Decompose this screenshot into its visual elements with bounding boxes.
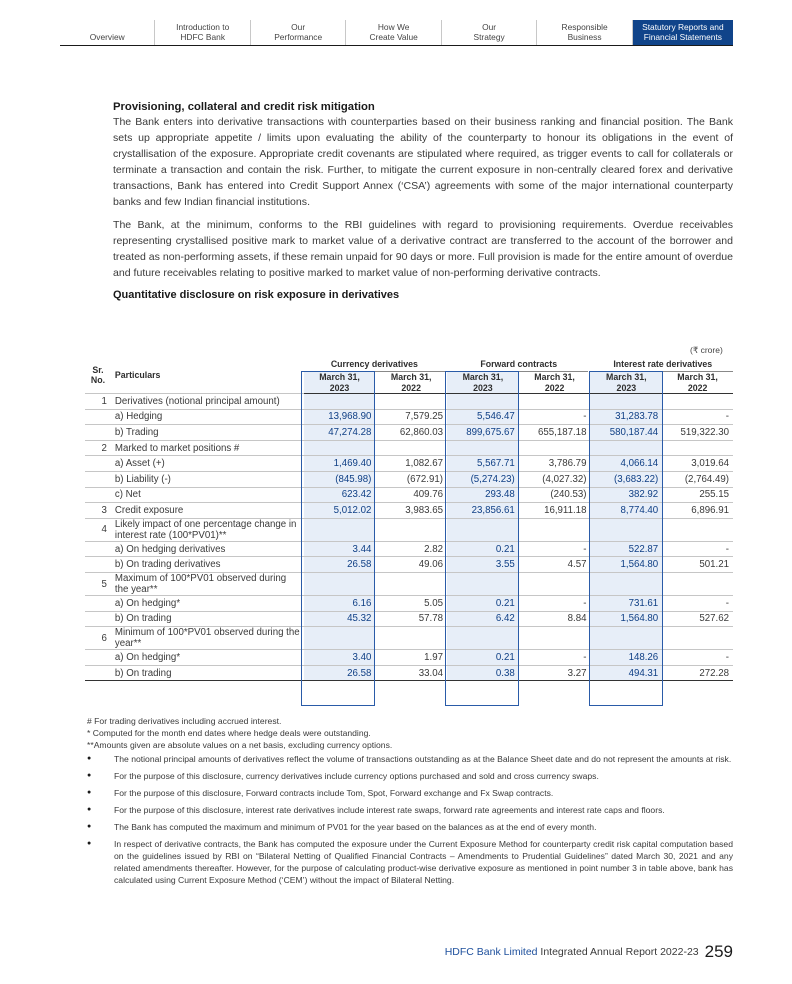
unit-label: (₹ crore) xyxy=(690,345,723,355)
value-cell: 0.21 xyxy=(447,596,519,612)
value-cell xyxy=(447,518,519,541)
value-cell: 6,896.91 xyxy=(662,503,733,519)
value-cell xyxy=(375,440,447,456)
value-cell xyxy=(519,518,591,541)
bullet-item: ● In respect of derivative contracts, the Bank has computed the exposure under the Current Exposure Method for counterparty credit risk capital computation based on the guidelines issued by RBI on “Bilateral Netting of Qualified Financial Contracts – Amendments to Prudential Guidelines” dated March 30, 2021 and any related amendments thereafter. However, for the purpose of calculating product-wise derivative exposure as mentioned in point number 3 in table above, bank has calculated using Current Exposure Method (‘CEM’) without the impact of Bilateral Netting. xyxy=(87,838,733,886)
value-cell xyxy=(304,573,376,596)
value-cell: 580,187.44 xyxy=(590,425,662,441)
paragraph: The Bank, at the minimum, conforms to the RBI guidelines with regard to provisioning requirements. Overdue receivables representing crystallised positive mark to market value of a derivative contract are transferred to the account of the borrower and treated as non-performing assets, if these remain unpaid for 90 days or more. Full provision is made for the entire amount of overdue and future receivables relating to positive marked to market value of non-performing derivative contracts. xyxy=(113,218,733,279)
value-cell xyxy=(375,573,447,596)
row-sr-no xyxy=(85,456,111,472)
value-cell: 6.42 xyxy=(447,611,519,627)
value-cell: 3.55 xyxy=(447,557,519,573)
bullet-item: ● For the purpose of this disclosure, interest rate derivatives include interest rate swaps, forward rate agreements and interest rate caps and floors. xyxy=(87,804,733,816)
value-cell: 255.15 xyxy=(662,487,733,503)
period-header: March 31, 2022 xyxy=(375,372,447,394)
value-cell: 501.21 xyxy=(662,557,733,573)
footnotes xyxy=(87,715,733,891)
value-cell xyxy=(662,394,733,410)
value-cell: 527.62 xyxy=(662,611,733,627)
value-cell xyxy=(662,573,733,596)
table-row xyxy=(85,518,733,541)
value-cell: (4,027.32) xyxy=(519,472,591,488)
value-cell: 522.87 xyxy=(590,541,662,557)
value-cell: 5,546.47 xyxy=(447,409,519,425)
nav-divider xyxy=(60,45,733,46)
value-cell xyxy=(304,440,376,456)
value-cell: 3,019.64 xyxy=(662,456,733,472)
row-particular: a) Hedging xyxy=(111,409,304,425)
value-cell xyxy=(662,518,733,541)
value-cell: (240.53) xyxy=(519,487,591,503)
value-cell xyxy=(519,440,591,456)
value-cell: 272.28 xyxy=(662,665,733,681)
tab-label: Overview xyxy=(89,32,125,42)
value-cell: 4,066.14 xyxy=(590,456,662,472)
row-particular: a) On hedging* xyxy=(111,596,304,612)
tab-label: Our Strategy xyxy=(473,22,505,42)
value-cell: 23,856.61 xyxy=(447,503,519,519)
table-row xyxy=(85,503,733,519)
table-row xyxy=(85,557,733,573)
value-cell: 13,968.90 xyxy=(304,409,376,425)
row-sr-no xyxy=(85,487,111,503)
sr-no-header: Sr. No. xyxy=(90,364,106,385)
value-cell: 57.78 xyxy=(375,611,447,627)
value-cell xyxy=(447,394,519,410)
value-cell xyxy=(662,627,733,650)
value-cell: (5,274.23) xyxy=(447,472,519,488)
tab-introduction[interactable] xyxy=(155,20,250,45)
table-row xyxy=(85,573,733,596)
bullet-item: ● For the purpose of this disclosure, Forward contracts include Tom, Spot, Forward exchange and Fx Swap contracts. xyxy=(87,787,733,799)
value-cell: - xyxy=(662,541,733,557)
row-sr-no xyxy=(85,611,111,627)
value-cell: 0.21 xyxy=(447,650,519,666)
row-sr-no: 3 xyxy=(85,503,111,519)
page-number: 259 xyxy=(704,942,733,961)
group-header: Forward contracts xyxy=(447,356,590,372)
row-particular: Maximum of 100*PV01 observed during the year** xyxy=(111,573,304,596)
row-sr-no xyxy=(85,541,111,557)
value-cell xyxy=(590,394,662,410)
footer-brand: HDFC Bank Limited xyxy=(444,946,538,958)
row-particular: Minimum of 100*PV01 observed during the year** xyxy=(111,627,304,650)
tab-label: Introduction to HDFC Bank xyxy=(176,22,230,42)
bullet-item: ● The Bank has computed the maximum and minimum of PV01 for the year based on the balances as at the end of every month. xyxy=(87,821,733,833)
value-cell: 62,860.03 xyxy=(375,425,447,441)
table-row xyxy=(85,456,733,472)
row-particular: b) Liability (-) xyxy=(111,472,304,488)
group-header: Currency derivatives xyxy=(304,356,447,372)
value-cell: 7,579.25 xyxy=(375,409,447,425)
value-cell xyxy=(590,518,662,541)
row-sr-no: 4 xyxy=(85,518,111,541)
value-cell: 5,012.02 xyxy=(304,503,376,519)
bullet-list xyxy=(87,753,733,886)
table-row xyxy=(85,409,733,425)
row-sr-no xyxy=(85,665,111,681)
value-cell: - xyxy=(662,650,733,666)
value-cell: - xyxy=(519,409,591,425)
value-cell: 519,322.30 xyxy=(662,425,733,441)
value-cell xyxy=(590,627,662,650)
value-cell: 8,774.40 xyxy=(590,503,662,519)
value-cell: 6.16 xyxy=(304,596,376,612)
value-cell: 148.26 xyxy=(590,650,662,666)
value-cell: - xyxy=(662,409,733,425)
group-header: Interest rate derivatives xyxy=(590,356,733,372)
value-cell: 3.27 xyxy=(519,665,591,681)
row-sr-no xyxy=(85,425,111,441)
value-cell xyxy=(304,627,376,650)
value-cell xyxy=(375,627,447,650)
row-particular: b) Trading xyxy=(111,425,304,441)
row-particular: Derivatives (notional principal amount) xyxy=(111,394,304,410)
row-particular: c) Net xyxy=(111,487,304,503)
value-cell: 26.58 xyxy=(304,557,376,573)
period-header: March 31, 2023 xyxy=(304,372,376,394)
row-sr-no xyxy=(85,596,111,612)
bullet-item: ● For the purpose of this disclosure, currency derivatives include currency options purchased and sold and cross currency swaps. xyxy=(87,770,733,782)
value-cell: 16,911.18 xyxy=(519,503,591,519)
tab-strategy[interactable] xyxy=(442,20,537,45)
value-cell: 8.84 xyxy=(519,611,591,627)
table-row xyxy=(85,541,733,557)
value-cell: 47,274.28 xyxy=(304,425,376,441)
period-header: March 31, 2022 xyxy=(662,372,733,394)
section-nav xyxy=(60,20,733,45)
value-cell xyxy=(447,440,519,456)
bullet-item: ● The notional principal amounts of derivatives reflect the volume of transactions outstanding as at the Balance Sheet date and do not represent the amounts at risk. xyxy=(87,753,733,765)
table-row xyxy=(85,611,733,627)
tab-label: Our Performance xyxy=(274,22,323,42)
table-row xyxy=(85,472,733,488)
paragraph: The Bank enters into derivative transactions with counterparties based on their business ranking and financial position. The Bank sets up appropriate appetite / limits upon evaluating the ability of the counterparty to honour its obligations in the event of crystallisation of the exposure. Appropriate credit covenants are stipulated where required, as trigger events to call for collaterals or terminate a transaction and contain the risk. Further, to mitigate the current exposure in non-centrally cleared forex and derivative transactions, Bank has entered into Credit Support Annex (‘CSA’) agreements with some of the major international counterparty banks and few Indian financial institutions. xyxy=(113,116,733,209)
tab-overview[interactable] xyxy=(60,20,155,45)
period-header: March 31, 2023 xyxy=(447,372,519,394)
value-cell: 731.61 xyxy=(590,596,662,612)
value-cell: 0.38 xyxy=(447,665,519,681)
value-cell: 3.40 xyxy=(304,650,376,666)
value-cell: 382.92 xyxy=(590,487,662,503)
tab-responsible-business[interactable] xyxy=(537,20,632,45)
row-sr-no xyxy=(85,557,111,573)
value-cell: 409.76 xyxy=(375,487,447,503)
value-cell: 655,187.18 xyxy=(519,425,591,441)
tab-statutory-reports[interactable] xyxy=(633,20,733,45)
value-cell xyxy=(447,627,519,650)
row-particular: a) On hedging* xyxy=(111,650,304,666)
value-cell: 4.57 xyxy=(519,557,591,573)
period-header: March 31, 2022 xyxy=(519,372,591,394)
table-heading: Quantitative disclosure on risk exposure in derivatives xyxy=(113,288,400,301)
tab-label: Statutory Reports and Financial Statements xyxy=(642,22,724,42)
value-cell: 33.04 xyxy=(375,665,447,681)
value-cell: - xyxy=(519,650,591,666)
row-sr-no: 2 xyxy=(85,440,111,456)
period-header: March 31, 2023 xyxy=(590,372,662,394)
value-cell: 899,675.67 xyxy=(447,425,519,441)
value-cell xyxy=(662,440,733,456)
table-row xyxy=(85,650,733,666)
value-cell xyxy=(590,440,662,456)
main-content xyxy=(113,100,733,301)
value-cell xyxy=(375,394,447,410)
footnote: **Amounts given are absolute values on a net basis, excluding currency options. xyxy=(87,740,393,750)
value-cell: (845.98) xyxy=(304,472,376,488)
table-row xyxy=(85,425,733,441)
row-sr-no xyxy=(85,472,111,488)
value-cell: (2,764.49) xyxy=(662,472,733,488)
value-cell: 1.97 xyxy=(375,650,447,666)
particulars-header: Particulars xyxy=(114,369,161,380)
value-cell xyxy=(519,627,591,650)
value-cell: - xyxy=(519,541,591,557)
table-row xyxy=(85,627,733,650)
row-sr-no: 6 xyxy=(85,627,111,650)
table-row xyxy=(85,596,733,612)
value-cell xyxy=(304,394,376,410)
row-particular: Likely impact of one percentage change in interest rate (100*PV01)** xyxy=(111,518,304,541)
value-cell xyxy=(375,518,447,541)
value-cell: 1,564.80 xyxy=(590,557,662,573)
row-sr-no xyxy=(85,409,111,425)
value-cell: - xyxy=(662,596,733,612)
value-cell: (3,683.22) xyxy=(590,472,662,488)
section-heading: Provisioning, collateral and credit risk mitigation xyxy=(113,101,375,113)
value-cell xyxy=(590,573,662,596)
value-cell: 3.44 xyxy=(304,541,376,557)
tab-performance[interactable] xyxy=(251,20,346,45)
value-cell: 2.82 xyxy=(375,541,447,557)
value-cell: 1,564.80 xyxy=(590,611,662,627)
tab-label: How We Create Value xyxy=(369,22,418,42)
value-cell: 45.32 xyxy=(304,611,376,627)
derivatives-table xyxy=(85,356,733,681)
value-cell: - xyxy=(519,596,591,612)
footer-report-title: Integrated Annual Report 2022-23 xyxy=(537,946,699,958)
value-cell: 1,469.40 xyxy=(304,456,376,472)
value-cell: 623.42 xyxy=(304,487,376,503)
value-cell: 5.05 xyxy=(375,596,447,612)
row-particular: b) On trading derivatives xyxy=(111,557,304,573)
value-cell: 26.58 xyxy=(304,665,376,681)
value-cell xyxy=(519,394,591,410)
row-sr-no xyxy=(85,650,111,666)
value-cell: (672.91) xyxy=(375,472,447,488)
footnote: * Computed for the month end dates where hedge deals were outstanding. xyxy=(87,728,371,738)
row-sr-no: 5 xyxy=(85,573,111,596)
footnote: # For trading derivatives including accrued interest. xyxy=(87,716,282,726)
table-row xyxy=(85,487,733,503)
value-cell: 1,082.67 xyxy=(375,456,447,472)
row-particular: a) On hedging derivatives xyxy=(111,541,304,557)
table-row xyxy=(85,665,733,681)
row-particular: b) On trading xyxy=(111,665,304,681)
value-cell: 3,786.79 xyxy=(519,456,591,472)
value-cell xyxy=(447,573,519,596)
page-footer xyxy=(420,942,733,962)
value-cell: 5,567.71 xyxy=(447,456,519,472)
table-row xyxy=(85,394,733,410)
tab-label: Responsible Business xyxy=(561,22,608,42)
value-cell: 0.21 xyxy=(447,541,519,557)
value-cell xyxy=(304,518,376,541)
value-cell: 3,983.65 xyxy=(375,503,447,519)
table-row xyxy=(85,440,733,456)
row-particular: Credit exposure xyxy=(111,503,304,519)
row-particular: a) Asset (+) xyxy=(111,456,304,472)
value-cell: 293.48 xyxy=(447,487,519,503)
tab-create-value[interactable] xyxy=(346,20,441,45)
value-cell xyxy=(519,573,591,596)
row-particular: Marked to market positions # xyxy=(111,440,304,456)
row-particular: b) On trading xyxy=(111,611,304,627)
value-cell: 49.06 xyxy=(375,557,447,573)
row-sr-no: 1 xyxy=(85,394,111,410)
value-cell: 494.31 xyxy=(590,665,662,681)
value-cell: 31,283.78 xyxy=(590,409,662,425)
